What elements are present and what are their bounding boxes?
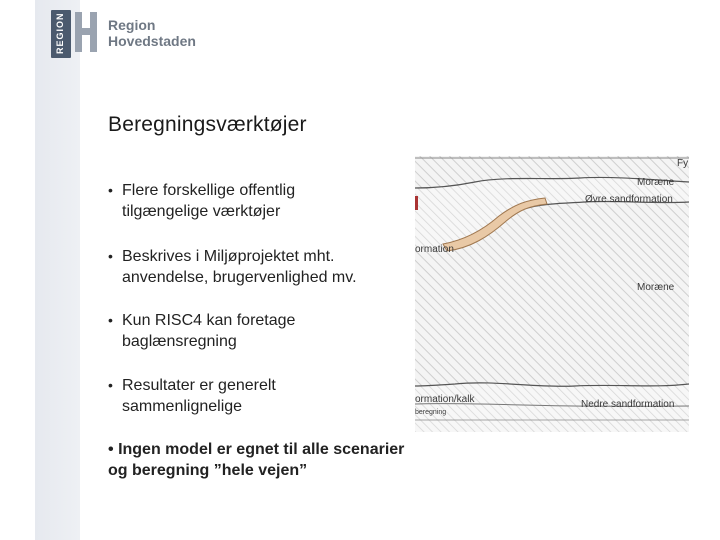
left-decorative-band: [35, 0, 80, 540]
logo-line-2: Hovedstaden: [108, 33, 196, 49]
cross-section-svg: [415, 152, 689, 432]
bullet-text: Flere forskellige offentlig tilgængelige værktøjer: [122, 182, 296, 220]
geology-cross-section-figure: [415, 152, 689, 432]
label-formation-kalk: ormation/kalk: [415, 394, 475, 405]
bullet-item: [108, 246, 408, 288]
logo-line-1: Region: [108, 17, 156, 33]
bullet-marker: •: [108, 441, 114, 458]
bullet-marker: •: [108, 182, 113, 198]
label-small-left: beregning: [415, 409, 447, 416]
region-logo-block: [51, 10, 71, 58]
label-morene-mid: Moræne: [637, 282, 675, 293]
label-fy: Fy: [677, 158, 689, 169]
slide-title: Beregningsværktøjer: [108, 113, 307, 136]
bullet-marker: •: [108, 248, 113, 264]
bullet-text: Ingen model er egnet til alle scenarier og beregning ”hele vejen”: [108, 441, 405, 479]
label-formation-left: ormation: [415, 244, 454, 255]
label-nedre-sand: Nedre sandformation: [581, 399, 675, 410]
red-marker-shape: [415, 196, 418, 210]
bullet-text: Beskrives i Miljøprojektet mht. anvendelse, brugervenlighed mv.: [122, 248, 357, 286]
logo-side-text: REGION: [55, 12, 65, 54]
bullet-marker: •: [108, 377, 113, 393]
bullet-item: [108, 375, 408, 417]
bullet-item: [108, 439, 408, 481]
region-h-logo-icon: [75, 12, 97, 52]
bullet-text: Kun RISC4 kan foretage baglænsregning: [122, 312, 296, 350]
label-ovre-sand: Øvre sandformation: [585, 194, 673, 205]
bullet-text: Resultater er generelt sammenlignelige: [122, 377, 276, 415]
bullet-marker: •: [108, 312, 113, 328]
logo-text: [108, 17, 196, 49]
bullet-item: [108, 310, 408, 352]
bullet-item: [108, 180, 408, 222]
label-morene-top: Moræne: [637, 177, 675, 188]
